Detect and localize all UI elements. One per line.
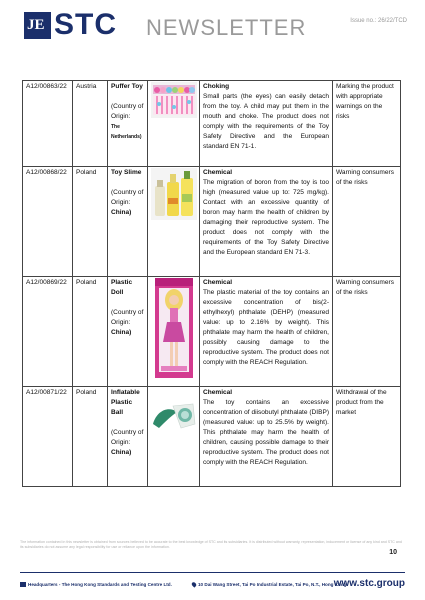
product-cell xyxy=(108,387,148,487)
table-row xyxy=(23,387,401,487)
table-row xyxy=(23,167,401,277)
measure-cell: Warning consumers of the risks xyxy=(333,167,401,277)
product-image-cell xyxy=(148,277,200,387)
inflatable-ball-image xyxy=(151,402,197,430)
risk-cell xyxy=(200,277,333,387)
building-icon xyxy=(20,582,26,587)
newsletter-title: NEWSLETTER xyxy=(146,15,307,40)
stc-logo-text: STC xyxy=(54,8,117,41)
ref-cell: A12/00868/22 xyxy=(23,167,73,277)
risk-title: Chemical xyxy=(203,389,233,396)
risk-title: Choking xyxy=(203,83,230,90)
origin-value: China) xyxy=(111,329,132,336)
risk-description: The plastic material of the toy contains an excessive concentration of bis(2-ethylhexyl) phthalate (DEHP) (measured value: up to 2.16% by weight). This phthalate may harm the health of children, possibly causing damage to the reproductive system. The product does not comply with the REACH Regulation. xyxy=(203,289,329,366)
risk-cell xyxy=(200,387,333,487)
origin-label: (Country of Origin: xyxy=(111,103,144,120)
ref-cell: A12/00863/22 xyxy=(23,81,73,167)
measure-cell: Marking the product with appropriate warnings on the risks xyxy=(333,81,401,167)
product-image-cell xyxy=(148,81,200,167)
risk-description: The toy contains an excessive concentration of diisobutyl phthalate (DIBP) (measured value: up to 25.5% by weight). This phthalate may harm the health of children, causing possible damage to their reproductive system. The product does not comply with the REACH Regulation. xyxy=(203,399,329,466)
origin-label: (Country of Origin: xyxy=(111,429,144,446)
product-image-cell xyxy=(148,167,200,277)
risk-title: Chemical xyxy=(203,279,233,286)
country-cell: Austria xyxy=(73,81,108,167)
table-row xyxy=(23,277,401,387)
disclaimer-text: The information contained in this newsletter is obtained from sources believed to be accurate to the best knowledge of STC and its subsidiaries. It is distributed without warranty, representation, inducement or license of any kind and STC and its subsidiaries do not assume any legal responsibility for use or reliance upon the information. xyxy=(20,540,402,549)
product-name: Puffer Toy xyxy=(111,83,143,90)
country-cell: Poland xyxy=(73,387,108,487)
measure-cell: Withdrawal of the product from the market xyxy=(333,387,401,487)
stc-logo-mark xyxy=(24,12,51,39)
origin-label: (Country of Origin: xyxy=(111,309,144,326)
product-name: Toy Slime xyxy=(111,169,142,176)
risk-cell xyxy=(200,167,333,277)
product-cell xyxy=(108,81,148,167)
address-text: 10 Dai Wang Street, Tai Po Industrial Estate, Tai Po, N.T., Hong Kong xyxy=(198,582,347,587)
issue-number: Issue no.: 26/22/TCD xyxy=(350,18,407,24)
product-name: Plastic Doll xyxy=(111,279,133,296)
footer-address xyxy=(192,582,346,587)
product-cell xyxy=(108,167,148,277)
footer-headquarters xyxy=(20,582,172,587)
ref-cell: A12/00871/22 xyxy=(23,387,73,487)
country-cell: Poland xyxy=(73,167,108,277)
website-link[interactable]: www.stc.group xyxy=(333,578,405,589)
recall-table xyxy=(22,80,401,487)
origin-value: China) xyxy=(111,209,132,216)
measure-cell: Warning consumers of the risks xyxy=(333,277,401,387)
logo-mark-text: JE xyxy=(27,17,45,33)
origin-value: China) xyxy=(111,449,132,456)
footer-divider xyxy=(20,572,405,573)
country-cell: Poland xyxy=(73,277,108,387)
product-cell xyxy=(108,277,148,387)
risk-cell xyxy=(200,81,333,167)
risk-description: The migration of boron from the toy is too high (measured value up to: 725 mg/kg). Contact with an excessive quantity of boron may harm the health of children by damaging their reproductive system. The product does not comply with the requirements of the Toy Safety Directive and the European standard EN 71-3. xyxy=(203,179,329,256)
product-name: Inflatable Plastic Ball xyxy=(111,389,140,416)
toy-slime-image xyxy=(151,168,197,220)
risk-title: Chemical xyxy=(203,169,233,176)
plastic-doll-image xyxy=(151,278,197,378)
table-row xyxy=(23,81,401,167)
ref-cell: A12/00869/22 xyxy=(23,277,73,387)
origin-value: The Netherlands) xyxy=(111,124,142,140)
page-number: 10 xyxy=(389,549,397,556)
product-image-cell xyxy=(148,387,200,487)
puffer-toy-image xyxy=(151,82,197,118)
page-footer xyxy=(20,578,405,592)
origin-label: (Country of Origin: xyxy=(111,189,144,206)
headquarters-text: Headquarters - The Hong Kong Standards and Testing Centre Ltd. xyxy=(28,582,172,587)
location-pin-icon xyxy=(191,581,197,587)
newsletter-header xyxy=(0,0,425,52)
risk-description: Small parts (the eyes) can easily detach from the toy. A child may put them in the mouth and choke. The product does not comply with the requirements of the Toy Safety Directive and the European standard EN 71-1. xyxy=(203,93,329,150)
